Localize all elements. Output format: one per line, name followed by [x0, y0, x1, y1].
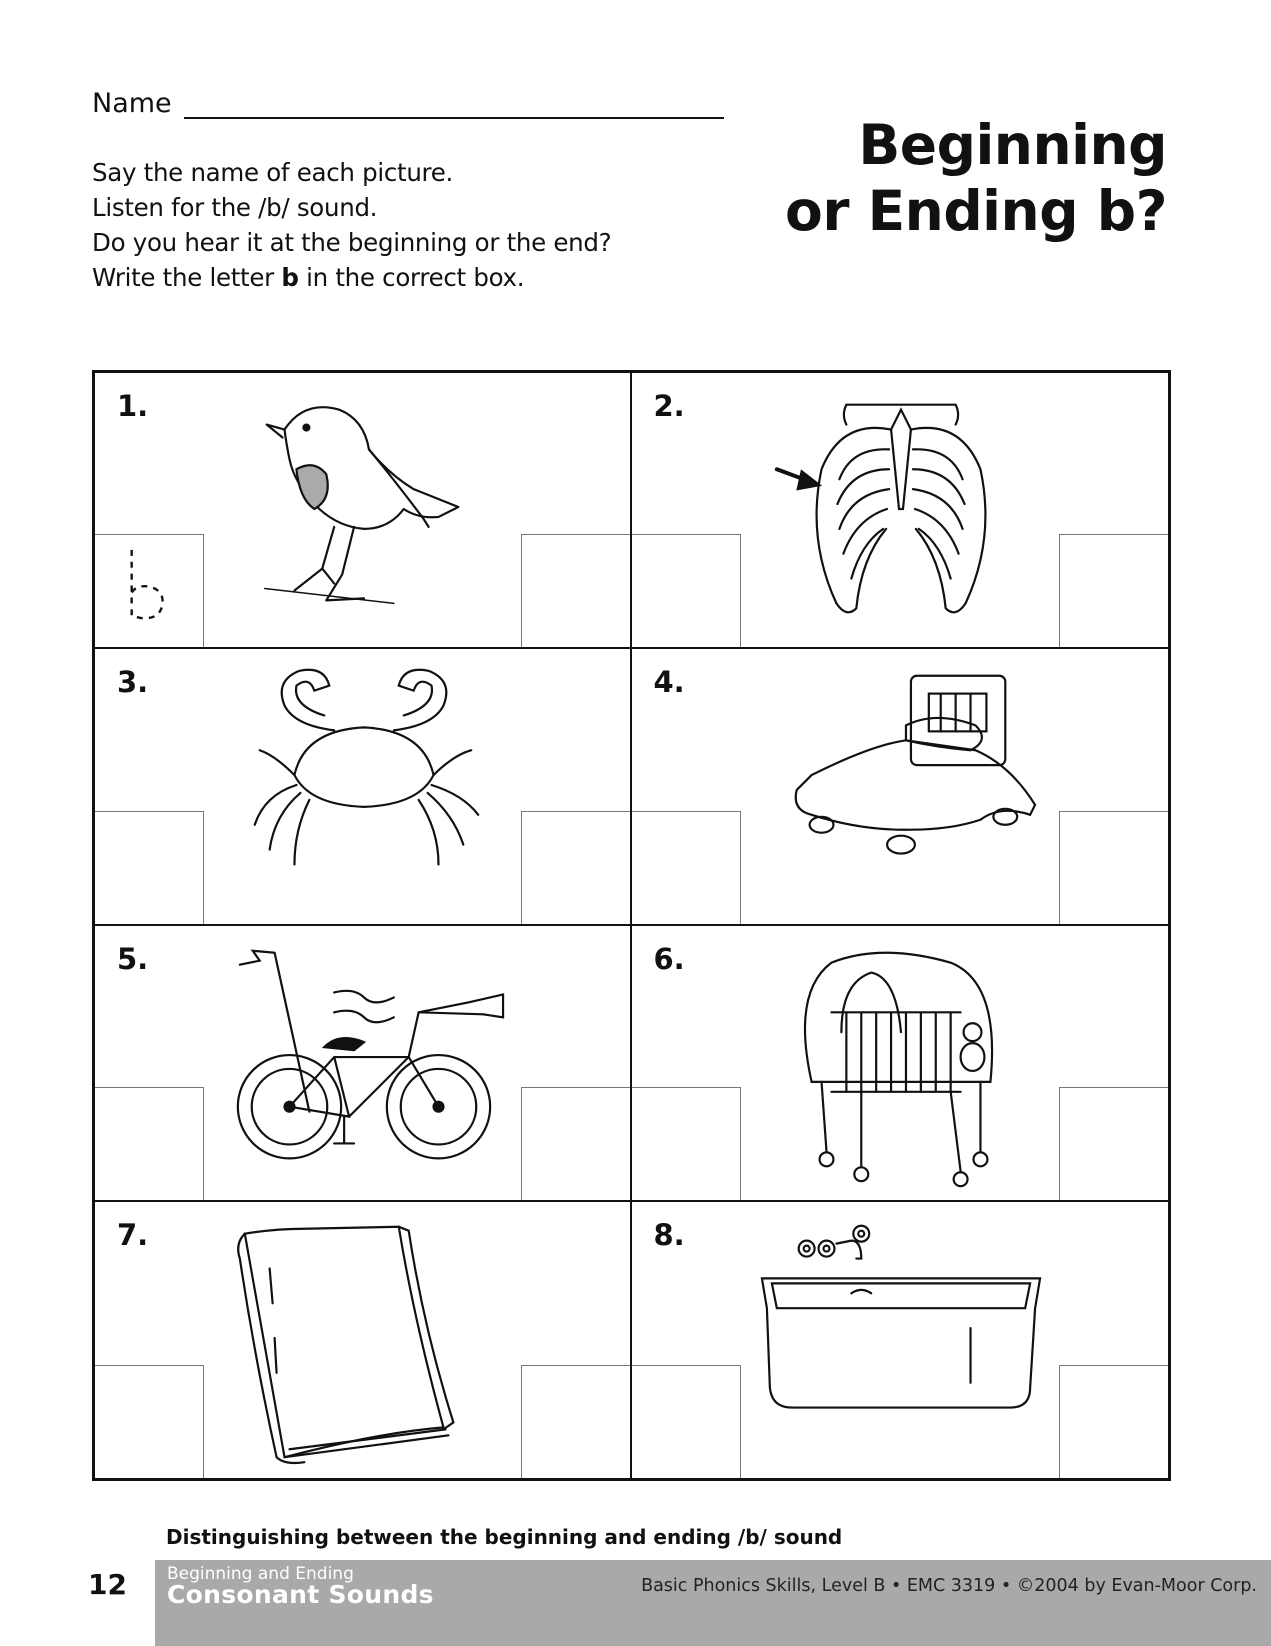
ending-box[interactable] — [1059, 534, 1168, 647]
item-cell-1 — [95, 373, 632, 649]
item-cell-4 — [632, 649, 1169, 925]
section-title: Consonant Sounds — [167, 1580, 434, 1609]
item-cell-2 — [632, 373, 1169, 649]
item-number: 6. — [653, 941, 685, 976]
ending-box[interactable] — [521, 1087, 630, 1200]
instruction-line-4: Write the letter b in the correct box. — [92, 263, 525, 292]
ending-box[interactable] — [521, 1365, 630, 1478]
ribs-icon — [752, 379, 1050, 639]
instructions — [92, 155, 611, 295]
page-title — [785, 112, 1167, 244]
bike-icon — [215, 932, 513, 1192]
publisher-credit: Basic Phonics Skills, Level B • EMC 3319 • ©2004 by Evan-Moor Corp. — [641, 1576, 1257, 1596]
ending-box[interactable] — [521, 534, 630, 647]
tub-icon — [752, 1208, 1050, 1468]
item-number: 4. — [653, 665, 685, 700]
name-row — [92, 88, 724, 119]
item-cell-5 — [95, 926, 632, 1202]
item-number: 3. — [117, 665, 149, 700]
name-label: Name — [92, 88, 172, 119]
beginning-box[interactable] — [95, 1087, 204, 1200]
crab-icon — [215, 655, 513, 915]
item-number: 7. — [117, 1217, 149, 1252]
bird-icon — [215, 379, 513, 639]
dotted-b-icon — [95, 535, 203, 647]
ending-box[interactable] — [1059, 1365, 1168, 1478]
footer-bar — [155, 1560, 1271, 1646]
crib-icon — [752, 932, 1050, 1192]
item-cell-8 — [632, 1202, 1169, 1478]
ending-box[interactable] — [521, 811, 630, 924]
instruction-line-1: Say the name of each picture. — [92, 158, 454, 187]
page-number: 12 — [88, 1568, 127, 1601]
beginning-box[interactable] — [632, 811, 741, 924]
ending-box[interactable] — [1059, 811, 1168, 924]
letter-b: b — [281, 263, 299, 292]
item-cell-3 — [95, 649, 632, 925]
beginning-box[interactable] — [632, 1087, 741, 1200]
instruction-line-2: Listen for the /b/ sound. — [92, 193, 378, 222]
ending-box[interactable] — [1059, 1087, 1168, 1200]
beginning-box[interactable] — [632, 534, 741, 647]
title-line-2: or Ending b? — [785, 179, 1167, 243]
item-number: 5. — [117, 941, 149, 976]
bed-icon — [752, 655, 1050, 915]
item-cell-7 — [95, 1202, 632, 1478]
name-field[interactable] — [184, 89, 724, 119]
beginning-box[interactable] — [95, 811, 204, 924]
item-number: 2. — [653, 389, 685, 423]
beginning-box[interactable] — [632, 1365, 741, 1478]
section-subtitle: Beginning and Ending — [167, 1564, 354, 1584]
book-icon — [215, 1208, 513, 1468]
beginning-box[interactable] — [95, 1365, 204, 1478]
instruction-line-3: Do you hear it at the beginning or the end? — [92, 228, 612, 257]
beginning-box[interactable] — [95, 534, 204, 647]
item-cell-6 — [632, 926, 1169, 1202]
title-line-1: Beginning — [858, 113, 1167, 177]
item-number: 8. — [653, 1217, 685, 1252]
item-number: 1. — [117, 389, 149, 423]
picture-grid — [92, 370, 1171, 1481]
skill-caption: Distinguishing between the beginning and ending /b/ sound — [166, 1525, 843, 1549]
